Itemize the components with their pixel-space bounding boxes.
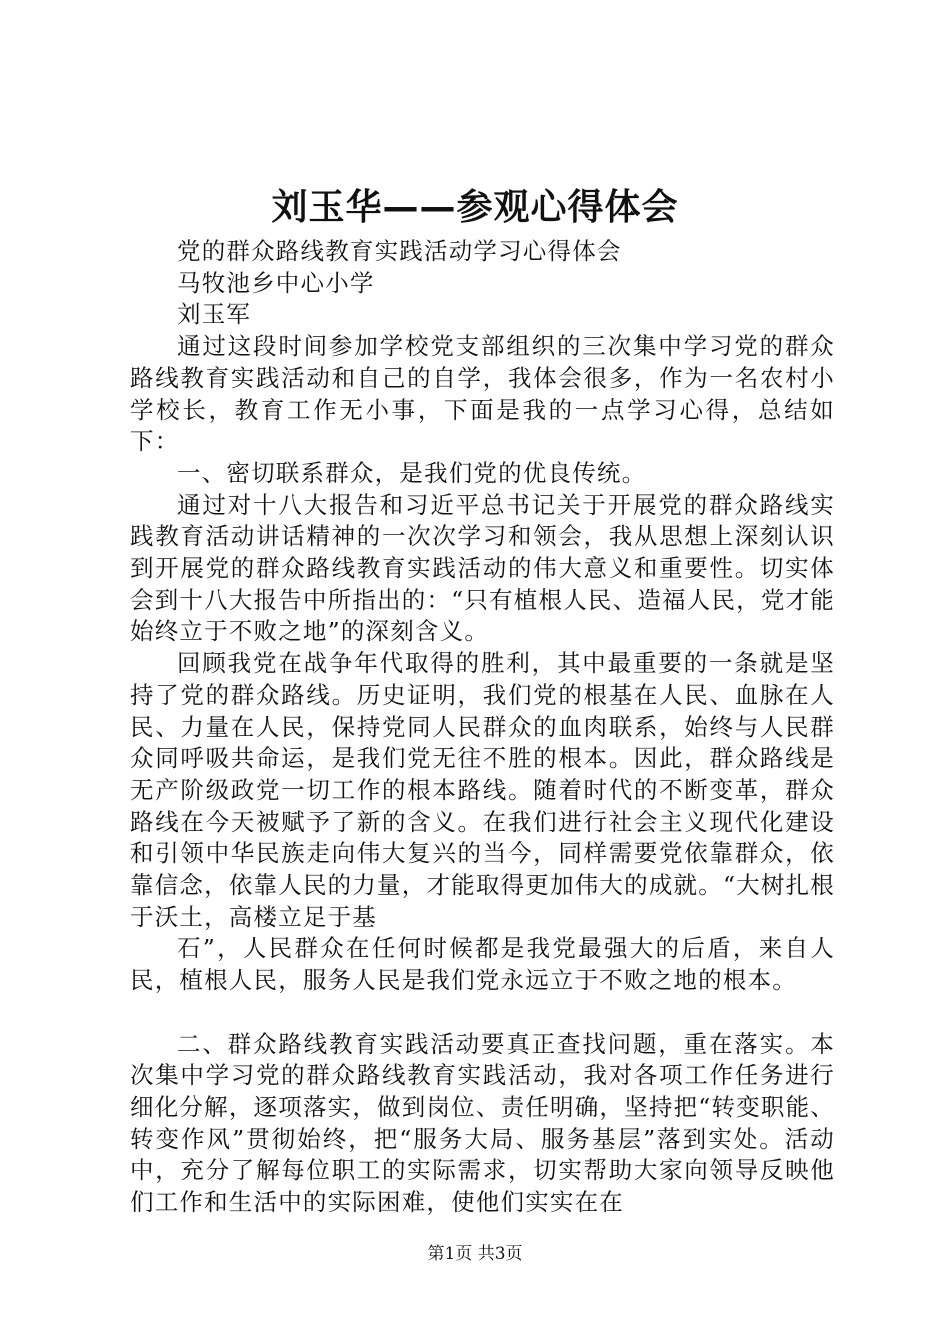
document-body [130, 236, 835, 1219]
body-paragraph: 通过对十八大报告和习近平总书记关于开展党的群众路线实践教育活动讲话精神的一次次学习和领会，我从思想上深刻认识到开展党的群众路线教育实践活动的伟大意义和重要性。切实体会到十八大报告中所指出的：“只有植根人民、造福人民，党才能始终立于不败之地”的深刻含义。 [130, 490, 835, 646]
body-paragraph: 回顾我党在战争年代取得的胜利，其中最重要的一条就是坚持了党的群众路线。历史证明，我们党的根基在人民、血脉在人民、力量在人民，保持党同人民群众的血肉联系，始终与人民群众同呼吸共命运，是我们党无往不胜的根本。因此，群众路线是无产阶级政党一切工作的根本路线。随着时代的不断变革，群众路线在今天被赋予了新的含义。在我们进行社会主义现代化建设和引领中华民族走向伟大复兴的当今，同样需要党依靠群众，依靠信念，依靠人民的力量，才能取得更加伟大的成就。“大树扎根于沃土，高楼立足于基 [130, 649, 835, 931]
section-heading-1: 一、密切联系群众，是我们党的优良传统。 [177, 458, 647, 487]
document-title: 刘玉华——参观心得体会 [271, 187, 679, 228]
subtitle-line: 党的群众路线教育实践活动学习心得体会 [177, 237, 622, 265]
school-line: 马牧池乡中心小学 [177, 268, 375, 297]
intro-paragraph: 通过这段时间参加学校党支部组织的三次集中学习党的群众路线教育实践活动和自己的自学，我体会很多，作为一名农村小学校长，教育工作无小事，下面是我的一点学习心得，总结如下： [130, 332, 835, 456]
page-number-footer: 第1页 共3页 [427, 1244, 523, 1264]
section-heading-2-paragraph: 二、群众路线教育实践活动要真正查找问题，重在落实。本次集中学习党的群众路线教育实践活动，我对各项工作任务进行细化分解，逐项落实，做到岗位、责任明确，坚持把“转变职能、转变作风”贯彻始终，把“服务大局、服务基层”落到实处。活动中，充分了解每位职工的实际需求，切实帮助大家向领导反映他们工作和生活中的实际困难，使他们实实在在 [130, 1029, 835, 1217]
body-paragraph: 石”，人民群众在任何时候都是我党最强大的后盾，来自人民，植根人民，服务人民是我们党永远立于不败之地的根本。 [130, 934, 835, 995]
author-line: 刘玉军 [177, 300, 252, 329]
